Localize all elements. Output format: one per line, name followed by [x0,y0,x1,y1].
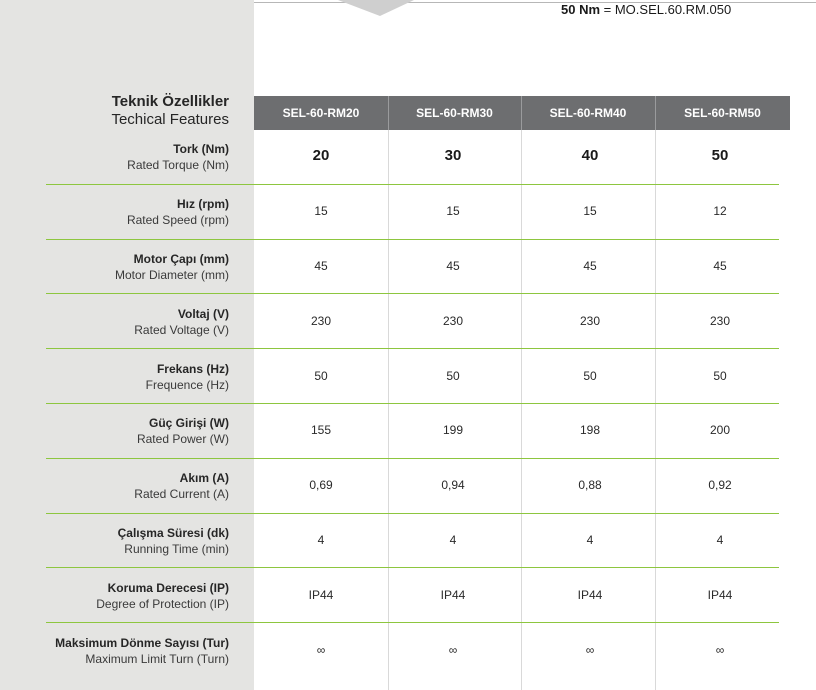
row-label-en: Degree of Protection (IP) [96,596,229,611]
table-row [0,349,816,404]
table-row [0,294,816,349]
table-cell: 0,69 [309,478,333,493]
table-row [0,240,816,295]
row-label-tr: Koruma Derecesi (IP) [107,580,229,595]
table-cell: 50 [314,368,328,383]
table-row [0,130,816,185]
table-cell: IP44 [577,587,603,602]
row-label [127,196,229,228]
table-cell: 230 [442,313,464,328]
table-cell: 45 [446,258,460,273]
table-cell: 30 [444,147,462,165]
table-cell: 20 [312,147,330,165]
table-cell: ∞ [715,642,725,657]
row-label-tr: Tork (Nm) [173,142,229,157]
section-title-en: Techical Features [111,111,229,128]
row-label-en: Rated Speed (rpm) [126,213,229,228]
row-label-en: Motor Diameter (mm) [114,267,229,282]
table-cell: 50 [446,368,460,383]
row-label-tr: Çalışma Süresi (dk) [117,525,229,540]
row-label [134,470,229,502]
table-cell: 199 [442,423,464,438]
table-cell: ∞ [316,642,326,657]
row-label [146,361,229,393]
table-cell: 198 [579,423,601,438]
column-header: SEL-60-RM40 [549,106,627,120]
row-label-tr: Güç Girişi (W) [148,416,229,431]
table-cell: ∞ [448,642,458,657]
model-code-note [561,2,731,18]
table-row [0,623,816,678]
table-cell: 0,92 [708,478,732,493]
table-cell: IP44 [440,587,466,602]
row-label-tr: Maksimum Dönme Sayısı (Tur) [55,635,229,650]
row-label [118,525,229,557]
table-cell: 50 [711,147,729,165]
row-label [127,141,229,173]
table-cell: 50 [583,368,597,383]
row-label-en: Rated Torque (Nm) [127,158,229,173]
row-label-tr: Hız (rpm) [177,197,229,212]
row-label-tr: Motor Çapı (mm) [133,251,229,266]
table-header [254,96,790,130]
table-row [0,568,816,623]
table-cell: 50 [713,368,727,383]
row-label-tr: Voltaj (V) [177,306,229,321]
table-cell: 4 [586,532,594,547]
column-header: SEL-60-RM50 [684,106,761,120]
table-cell: 4 [449,532,457,547]
model-code-value: = MO.SEL.60.RM.050 [600,2,732,17]
row-label-tr: Frekans (Hz) [156,361,229,376]
table-row [0,404,816,459]
table-cell: 40 [581,147,599,165]
table-cell: IP44 [308,587,334,602]
table-cell: 45 [583,258,597,273]
table-row [0,185,816,240]
table-cell: 230 [709,313,731,328]
row-label-en: Rated Power (W) [136,432,229,447]
product-image-edge [338,0,414,16]
table-cell: 12 [713,204,727,219]
row-label-en: Running Time (min) [124,541,229,556]
table-cell: 15 [583,204,597,219]
table-cell: IP44 [707,587,733,602]
row-label [115,251,229,283]
row-label [134,306,229,338]
table-cell: 200 [709,423,731,438]
table-cell: 230 [579,313,601,328]
table-cell: 0,94 [441,478,465,493]
row-label-en: Rated Voltage (V) [134,322,229,337]
column-header: SEL-60-RM20 [282,106,360,120]
table-cell: 45 [314,258,328,273]
table-cell: 0,88 [578,478,602,493]
table-cell: 4 [317,532,325,547]
section-title-tr: Teknik Özellikler [111,93,229,110]
table-row [0,514,816,569]
table-cell: 45 [713,258,727,273]
row-label [55,635,229,667]
section-title [111,93,229,129]
table-cell: 15 [314,204,328,219]
table-cell: 15 [446,204,460,219]
row-label-tr: Akım (A) [179,471,229,486]
table-cell: 230 [310,313,332,328]
table-cell: ∞ [585,642,595,657]
row-label-en: Rated Current (A) [134,487,229,502]
model-code-torque: 50 Nm [561,2,601,17]
row-label-en: Maximum Limit Turn (Turn) [85,651,229,666]
row-label [137,415,229,447]
column-header: SEL-60-RM30 [416,106,493,120]
row-label [96,580,229,612]
table-row [0,459,816,514]
table-cell: 155 [310,423,332,438]
table-cell: 4 [716,532,724,547]
row-label-en: Frequence (Hz) [145,377,229,392]
